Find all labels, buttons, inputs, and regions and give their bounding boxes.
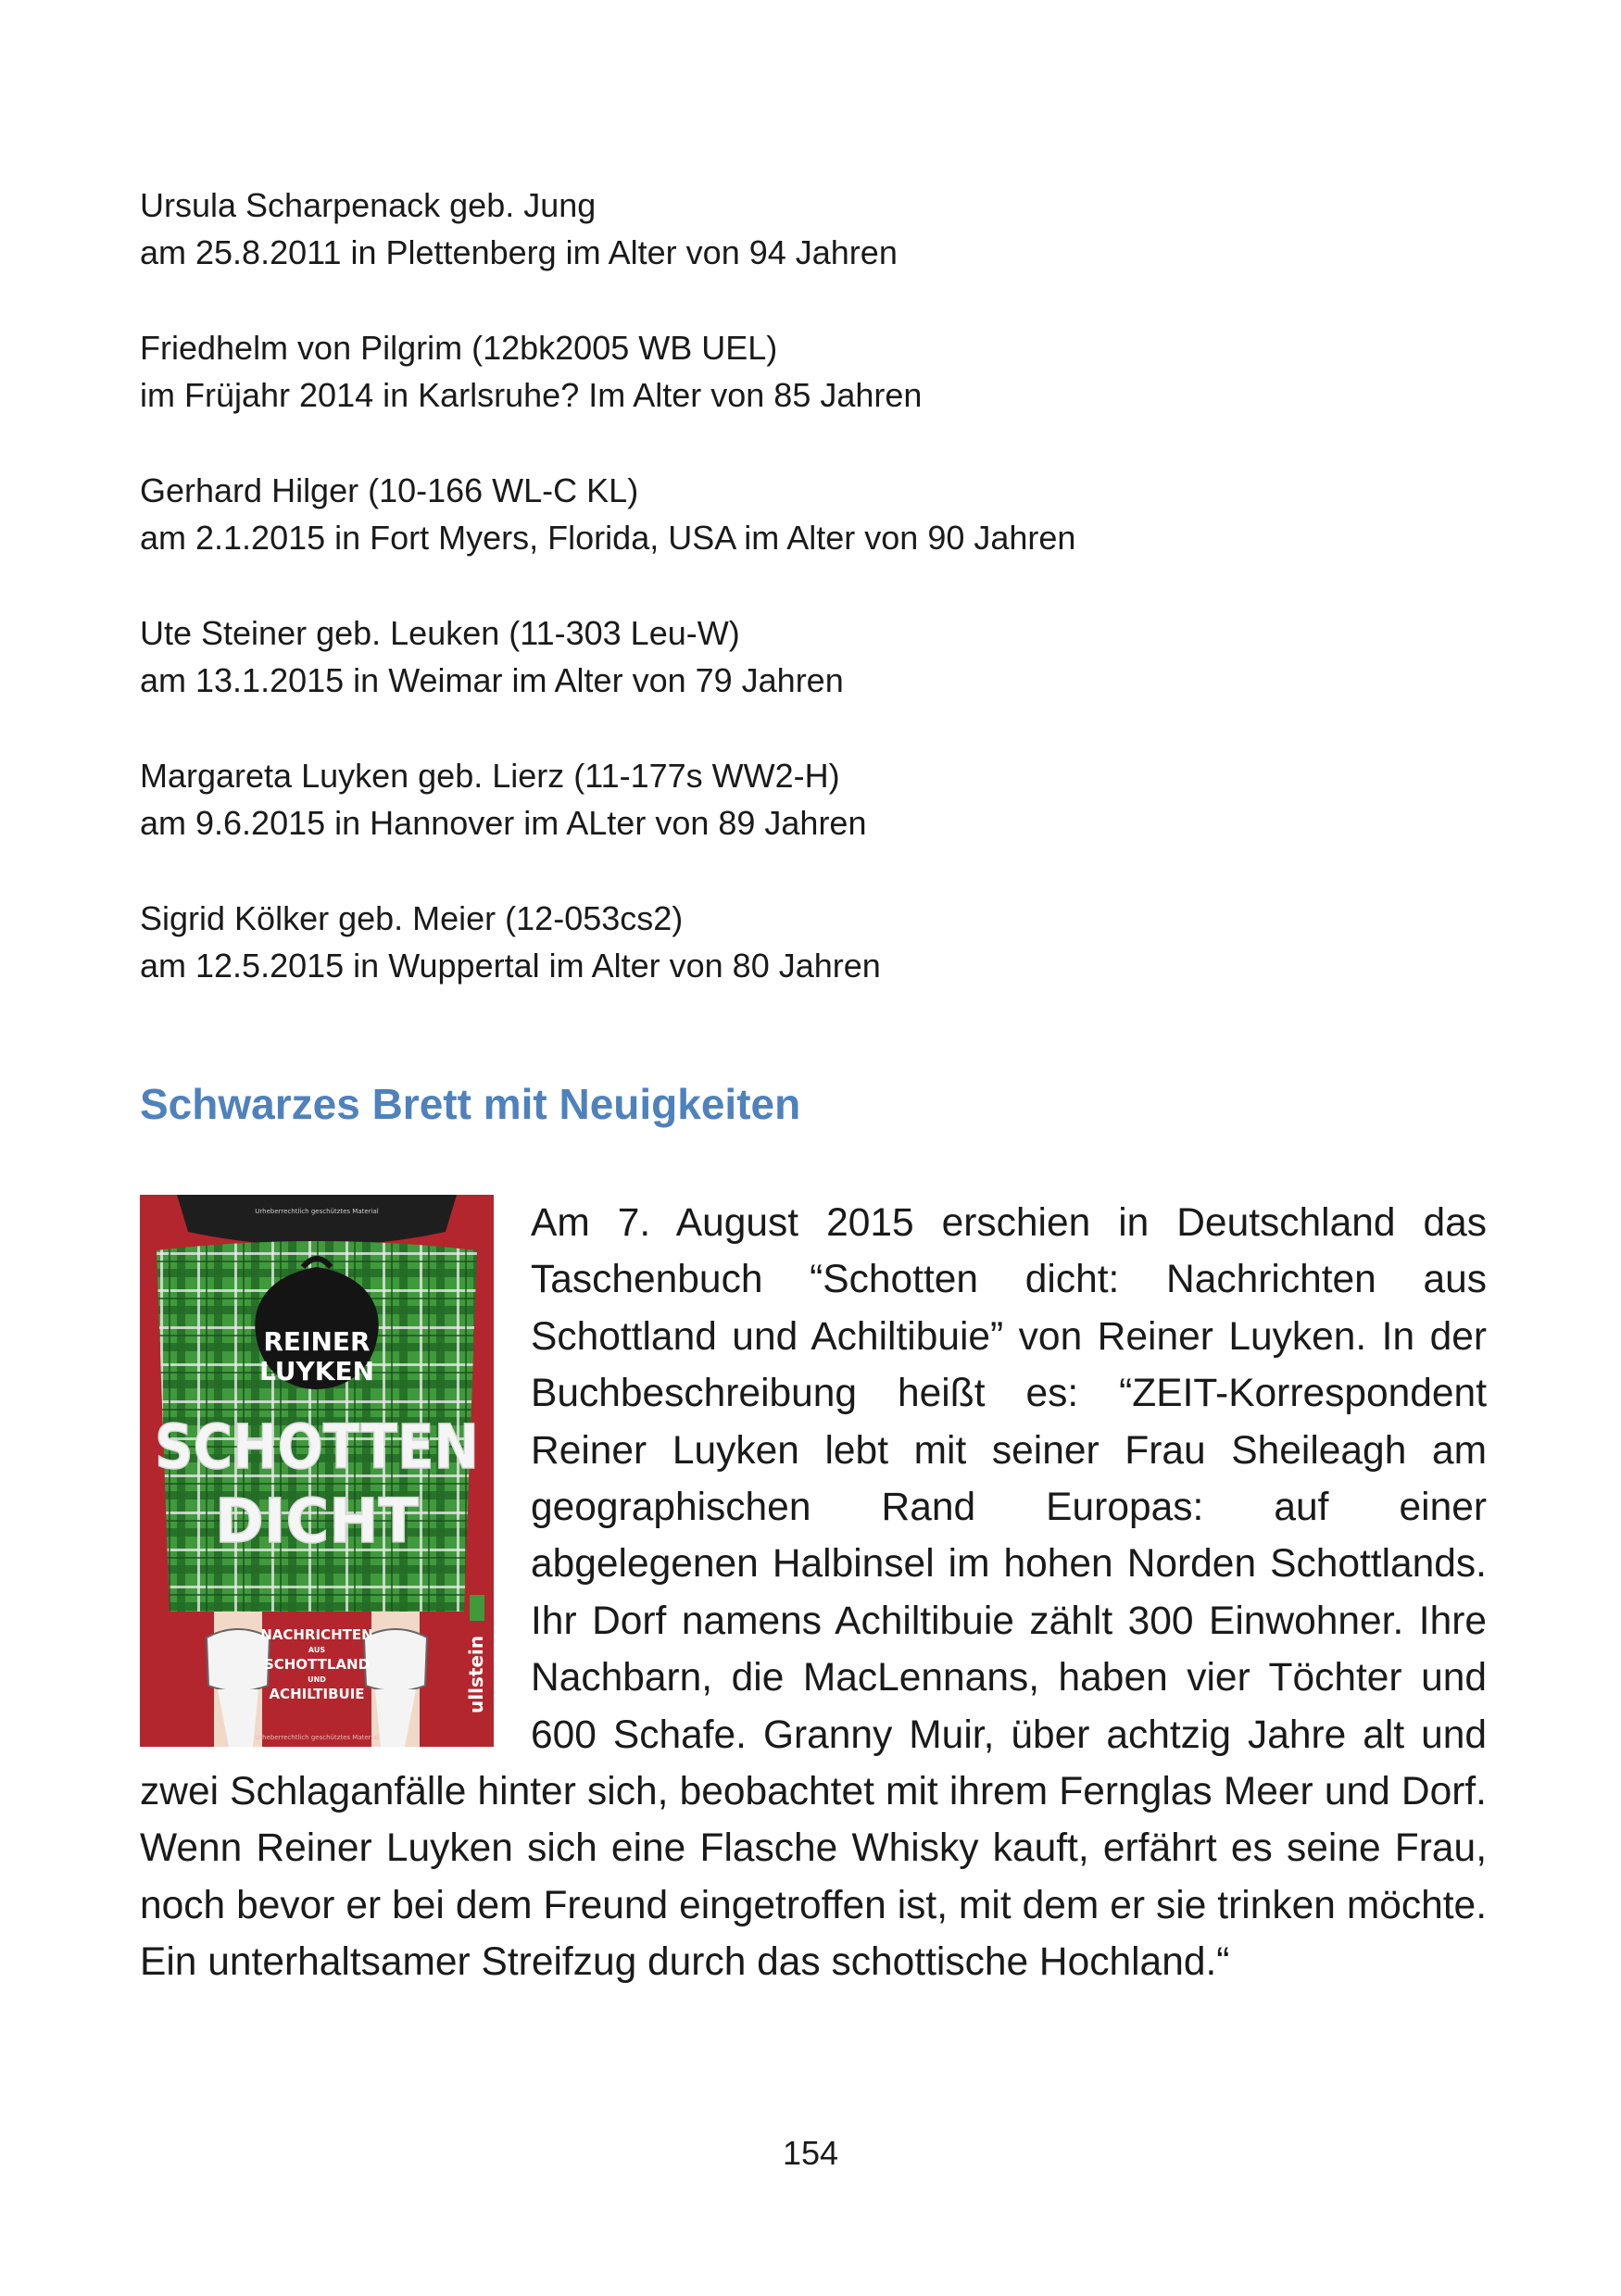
cover-author-line2: LUYKEN bbox=[258, 1356, 375, 1386]
obituary-entry bbox=[140, 609, 1483, 704]
publisher-logo-mark bbox=[470, 1595, 484, 1621]
obituary-name: Friedhelm von Pilgrim (12bk2005 WB UEL) bbox=[140, 329, 778, 367]
obituary-detail: am 13.1.2015 in Weimar im Alter von 79 Jahren bbox=[140, 661, 844, 699]
obituary-entry bbox=[140, 182, 1483, 276]
obituary-name: Margareta Luyken geb. Lierz (11-177s WW2-H) bbox=[140, 757, 840, 795]
obituary-detail: am 9.6.2015 in Hannover im ALter von 89 Jahren bbox=[140, 804, 867, 842]
right-sock bbox=[364, 1629, 427, 1691]
obituary-detail: am 2.1.2015 in Fort Myers, Florida, USA im Alter von 90 Jahren bbox=[140, 519, 1076, 557]
obituary-entry bbox=[140, 467, 1483, 561]
cover-subtitle-line4: UND bbox=[308, 1675, 326, 1684]
cover-watermark-bottom: Urheberrechtlich geschütztes Material bbox=[255, 1734, 379, 1741]
book-cover bbox=[140, 1195, 494, 1747]
cover-subtitle-line3: SCHOTTLAND bbox=[263, 1656, 371, 1673]
obituary-detail: am 12.5.2015 in Wuppertal im Alter von 80 Jahren bbox=[140, 947, 881, 985]
cover-title-line2: DICHT bbox=[215, 1486, 419, 1557]
obituary-detail: am 25.8.2011 in Plettenberg im Alter von 94 Jahren bbox=[140, 233, 898, 271]
cover-title-line1: SCHOTTEN bbox=[155, 1411, 479, 1483]
book-cover-image bbox=[140, 1195, 494, 1749]
obituary-detail: im Früjahr 2014 in Karlsruhe? Im Alter von 85 Jahren bbox=[140, 376, 923, 414]
article-paragraph: Am 7. August 2015 erschien in Deutschland das Taschenbuch “Schotten dicht: Nachrichten aus Schottland und Achiltibuie” von Reiner Luyken. In der Buchbeschreibung heißt es: “ZEIT-Korrespondent Reiner Luyken lebt mit seiner Frau Sheileagh am geographischen Rand Europas: auf einer abgelegenen Halbinsel im hohen Norden Schottlands. Ihr Dorf namens Achiltibuie zählt 300 Einwohner. Ihre Nachbarn, die MacLennans, haben vier Töchter und 600 Schafe. Granny Muir, über achtzig Jahre alt und zwei Schlaganfälle hinter sich, beobachtet mit ihrem Fernglas Meer und Dorf. Wenn Reiner Luyken sich eine Flasche Whisky kauft, erfährt es seine Frau, noch bevor er bei dem Freund eingetroffen ist, mit dem er sie trinken möchte. Ein unterhaltsamer Streifzug durch das schottische Hochland.“ bbox=[140, 1201, 1487, 1985]
cover-publisher: ullstein bbox=[465, 1635, 487, 1713]
obituary-entry bbox=[140, 895, 1483, 989]
obituary-name: Ute Steiner geb. Leuken (11-303 Leu-W) bbox=[140, 614, 740, 652]
obituary-name: Ursula Scharpenack geb. Jung bbox=[140, 186, 597, 224]
cover-subtitle-line5: ACHILTIBUIE bbox=[269, 1686, 365, 1702]
section-title: Schwarzes Brett mit Neuigkeiten bbox=[140, 1080, 801, 1128]
cover-subtitle-line1: NACHRICHTEN bbox=[260, 1626, 373, 1643]
obituary-list bbox=[140, 182, 1483, 1037]
cover-subtitle-line2: AUS bbox=[308, 1646, 326, 1654]
page-number: 154 bbox=[782, 2134, 839, 2172]
cover-author-line1: REINER bbox=[263, 1326, 371, 1357]
obituary-entry bbox=[140, 752, 1483, 847]
obituary-entry bbox=[140, 324, 1483, 419]
obituary-name: Sigrid Kölker geb. Meier (12-053cs2) bbox=[140, 899, 684, 937]
cover-watermark-top: Urheberrechtlich geschütztes Material bbox=[255, 1208, 379, 1215]
article-body bbox=[140, 1195, 1487, 1991]
obituary-name: Gerhard Hilger (10-166 WL-C KL) bbox=[140, 471, 639, 509]
